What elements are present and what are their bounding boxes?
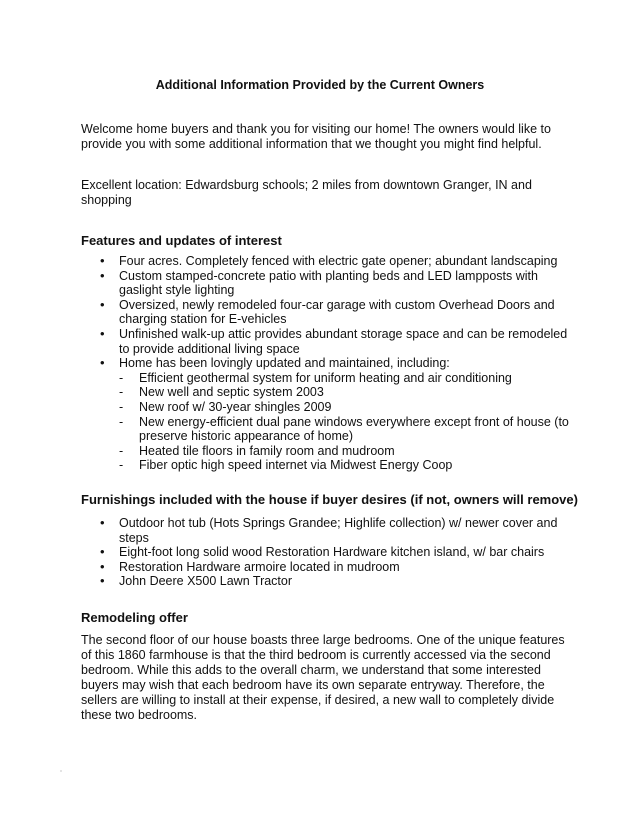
list-item: • Four acres. Completely fenced with electric gate opener; abundant landscaping: [100, 253, 558, 268]
bullet-icon: •: [100, 573, 105, 589]
list-item: • Home has been lovingly updated and maintained, including: - Efficient geothermal system for uniform heating and air conditioning - New well and septic system 2003 - New roof w/ 30-year shingles 2009 - New energy-efficient dual pane windows everywhere except front of house (to preserve historic appearance of home) - Heated tile floors in family room and mudroom - Fiber optic high speed internet via Midwest Energy Coop: [99, 356, 579, 473]
dash-icon: -: [119, 385, 124, 400]
list-item: • Oversized, newly remodeled four-car garage with custom Overhead Doors and charging station for E-vehicles: [100, 296, 555, 327]
sub-list-item: - Fiber optic high speed internet via Midwest Energy Coop: [119, 458, 453, 473]
remodeling-heading: Remodeling offer: [81, 610, 188, 625]
bullet-icon: •: [100, 296, 105, 312]
bullet-icon: •: [100, 544, 105, 560]
dash-icon: -: [119, 443, 124, 458]
bullet-icon: •: [100, 355, 105, 371]
features-sublist: [119, 371, 579, 473]
sub-list-item: - New energy-efficient dual pane windows everywhere except front of house (to preserve historic appearance of home): [119, 414, 569, 444]
document-title: Additional Information Provided by the Current Owners: [155, 78, 485, 92]
bullet-icon: •: [100, 253, 105, 268]
remodeling-paragraph: The second floor of our house boasts three large bedrooms. One of the unique features of this 1860 farmhouse is that the third bedroom is currently accessed via the second bedroom. While this adds to the overall charm, we understand that some interested buyers may wish that each bedroom have its own separate entryway. Therefore, the sellers are willing to install at their expense, if desired, a new wall to completely divide these two bedrooms.: [81, 633, 565, 722]
location-paragraph: Excellent location: Edwardsburg schools; 2 miles from downtown Granger, IN and shopping: [81, 178, 532, 207]
list-item: • Custom stamped-concrete patio with planting beds and LED lampposts with gaslight style lighting: [100, 267, 538, 298]
list-item: • Restoration Hardware armoire located in mudroom: [100, 558, 400, 574]
dash-icon: -: [119, 370, 124, 385]
list-item: • Eight-foot long solid wood Restoration Hardware kitchen island, w/ bar chairs: [100, 544, 545, 560]
sub-list-item: - Efficient geothermal system for uniform heating and air conditioning: [119, 370, 512, 385]
scan-speck: [60, 770, 62, 772]
bullet-icon: •: [100, 558, 105, 574]
sub-list-item: - Heated tile floors in family room and mudroom: [119, 443, 395, 458]
furnishings-heading: Furnishings included with the house if buyer desires (if not, owners will remove): [81, 492, 578, 507]
intro-paragraph: Welcome home buyers and thank you for visiting our home! The owners would like to provide you with some additional information that we thought you might find helpful.: [81, 122, 551, 151]
sub-list-item: - New roof w/ 30-year shingles 2009: [119, 399, 332, 414]
dash-icon: -: [119, 458, 124, 473]
list-item: • John Deere X500 Lawn Tractor: [100, 573, 293, 589]
furnishings-list: [99, 516, 579, 589]
list-item: • Outdoor hot tub (Hots Springs Grandee; Highlife collection) w/ newer cover and steps: [100, 515, 558, 545]
sub-list-item: - New well and septic system 2003: [119, 385, 324, 400]
features-list: [99, 254, 579, 473]
list-item: • Unfinished walk-up attic provides abundant storage space and can be remodeled to provide additional living space: [100, 325, 568, 356]
features-heading: Features and updates of interest: [81, 233, 282, 248]
dash-icon: -: [119, 399, 124, 414]
bullet-icon: •: [100, 515, 105, 530]
dash-icon: -: [119, 414, 124, 429]
bullet-icon: •: [100, 267, 105, 283]
bullet-icon: •: [100, 325, 105, 341]
